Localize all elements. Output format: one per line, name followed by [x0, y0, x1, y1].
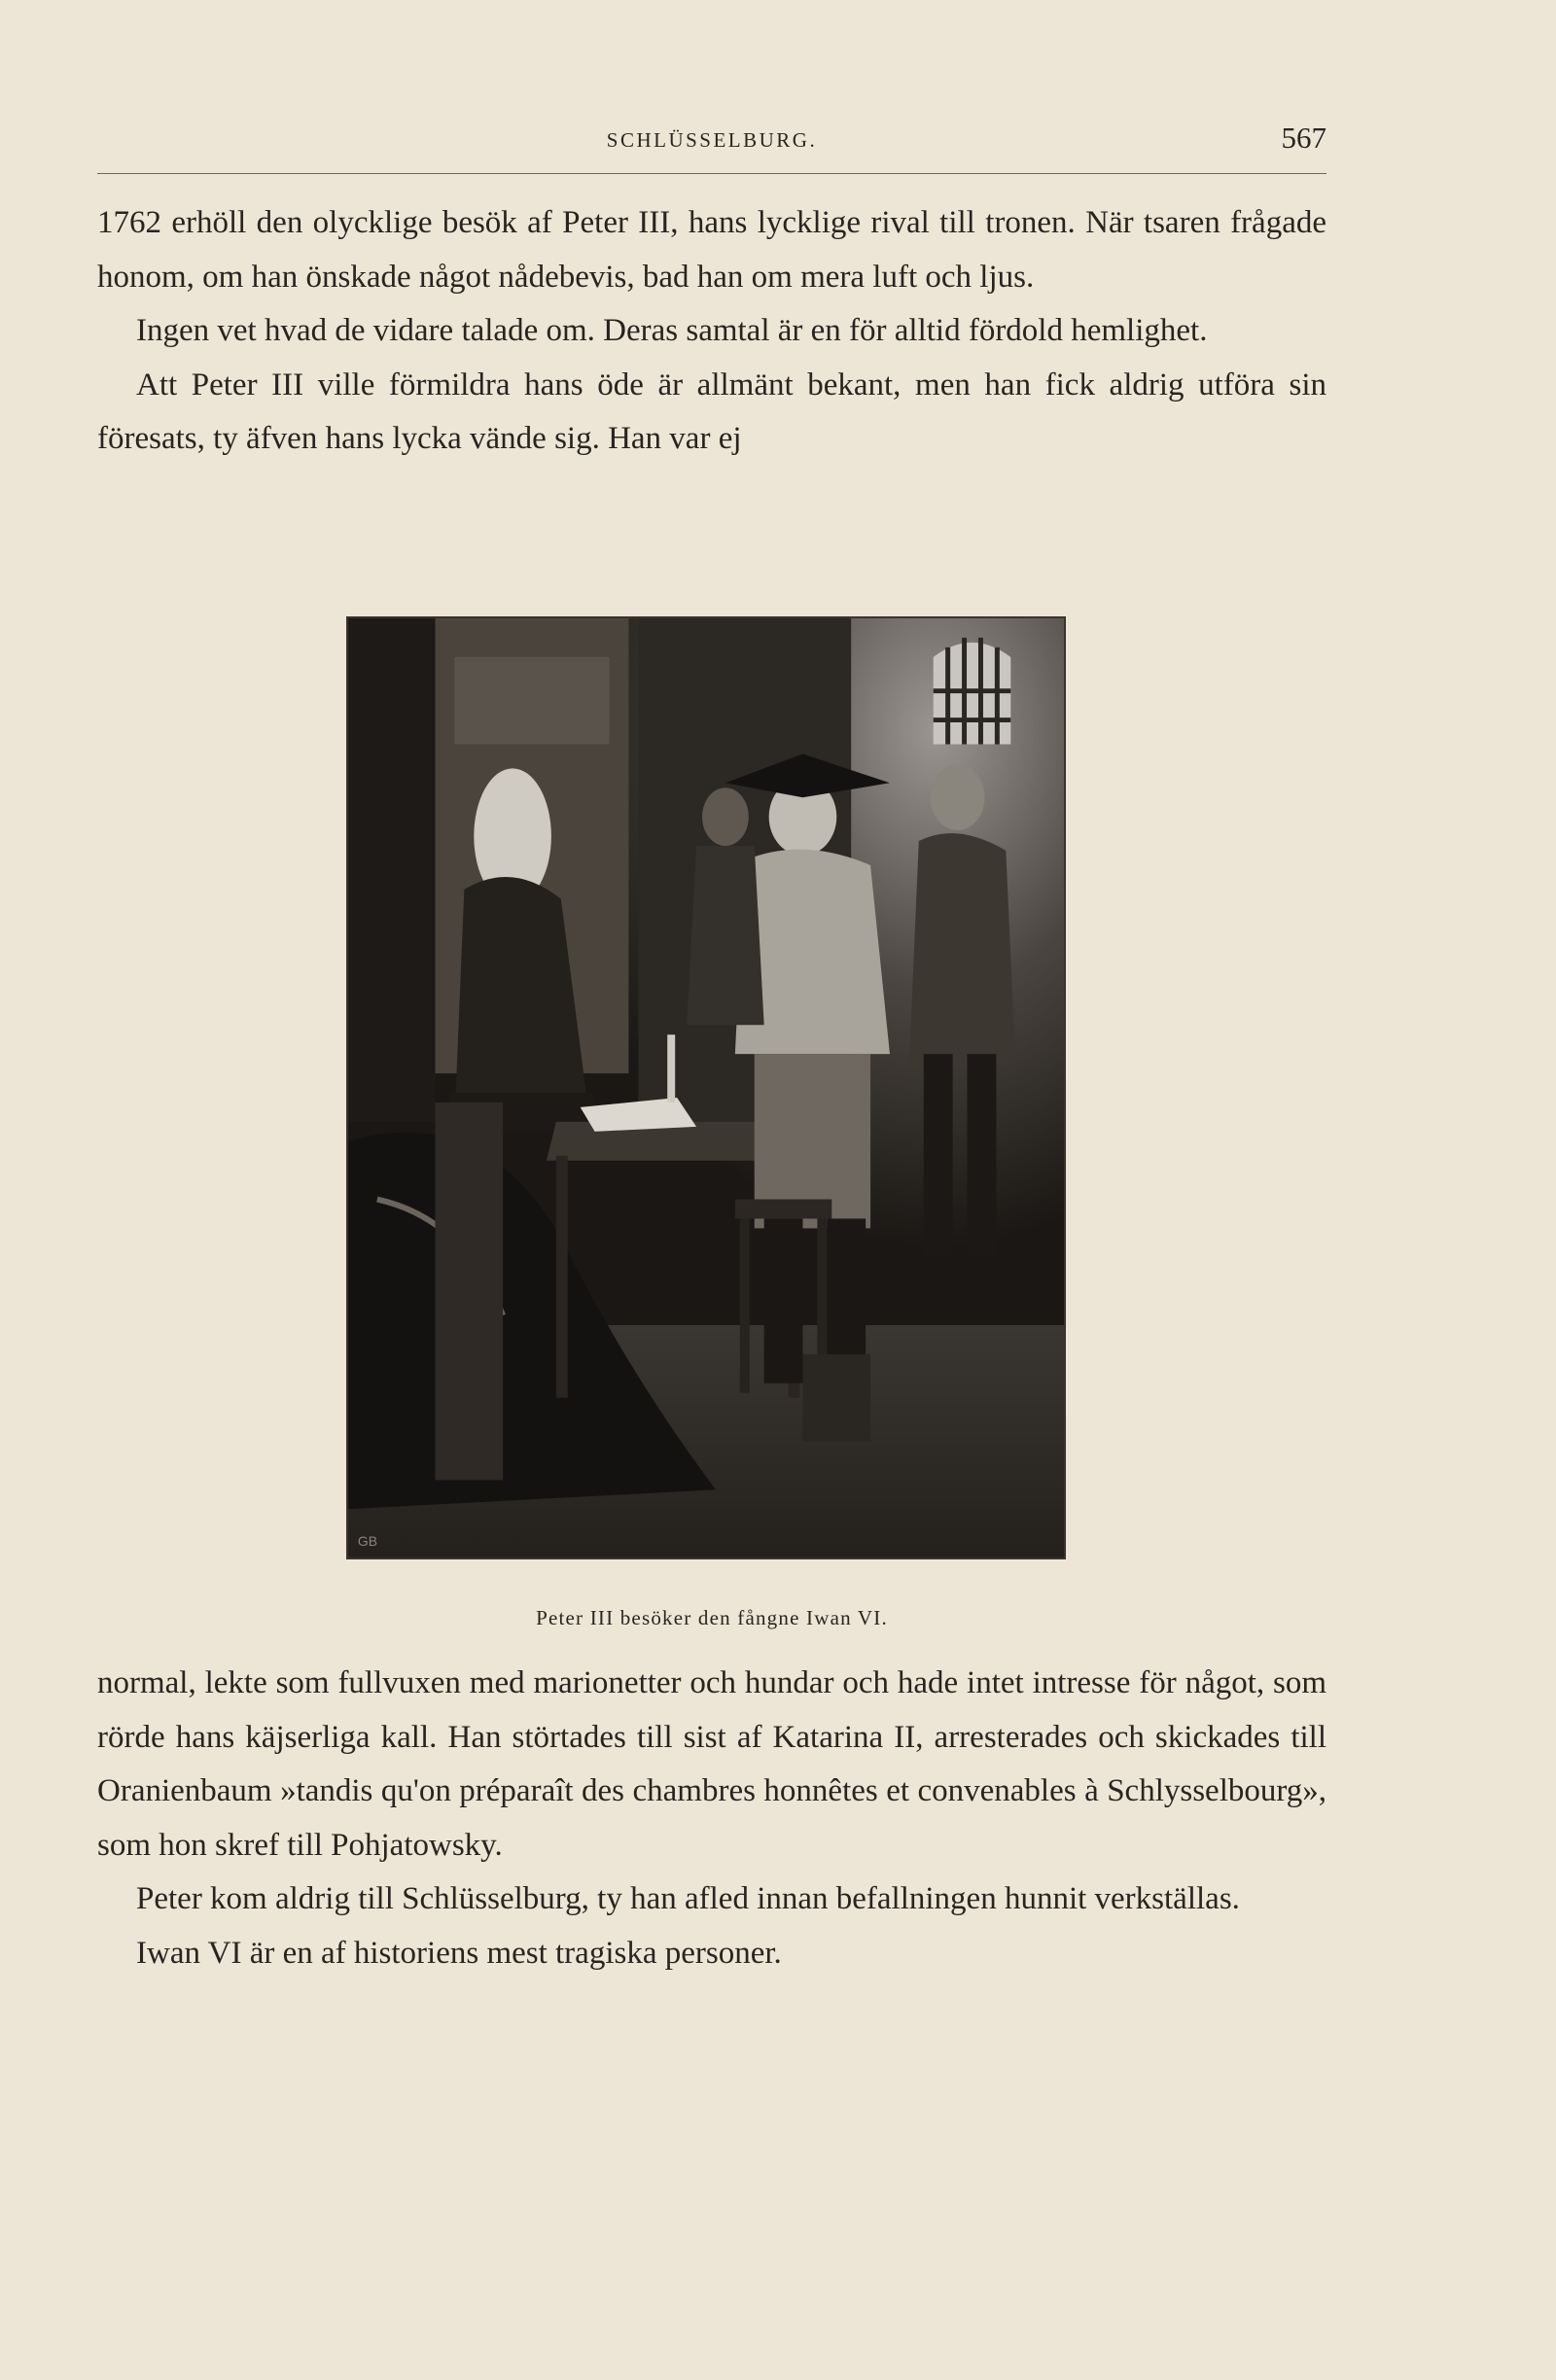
engraving-illustration	[348, 618, 1064, 1558]
running-header	[97, 121, 1326, 174]
text-block-bottom	[97, 1657, 1326, 1980]
illustration	[346, 616, 1066, 1559]
paragraph: normal, lekte som fullvuxen med marionetter och hundar och hade intet intresse för något, som rörde hans käjserliga kall. Han störtades till sist af Katarina II, arresterades och skickades till Oranienbaum »tandis qu'on préparaît des chambres honnêtes et convenables à Schlysselbourg», som hon skref till Pohjatowsky.	[97, 1665, 1326, 1863]
paragraph: 1762 erhöll den olycklige besök af Peter III, hans lycklige rival till tronen. När tsaren frågade honom, om han önskade något nådebevis, bad han om mera luft och ljus.	[97, 205, 1326, 295]
page-number: 567	[1281, 121, 1326, 155]
figure-caption: Peter III besöker den fångne Iwan VI.	[536, 1606, 888, 1629]
paragraph: Iwan VI är en af historiens mest tragiska personer.	[136, 1935, 782, 1971]
paragraph: Peter kom aldrig till Schlüsselburg, ty han afled innan befallningen hunnit verkställas.	[136, 1881, 1240, 1916]
paragraph: Ingen vet hvad de vidare talade om. Deras samtal är en för alltid fördold hemlighet.	[136, 313, 1208, 348]
paragraph: Att Peter III ville förmildra hans öde är allmänt bekant, men han fick aldrig utföra sin föresats, ty äfven hans lycka vände sig. Han var ej	[97, 367, 1326, 456]
text-block-top	[97, 196, 1326, 467]
running-title: SCHLÜSSELBURG.	[606, 128, 818, 152]
svg-text:GB: GB	[357, 1533, 378, 1550]
